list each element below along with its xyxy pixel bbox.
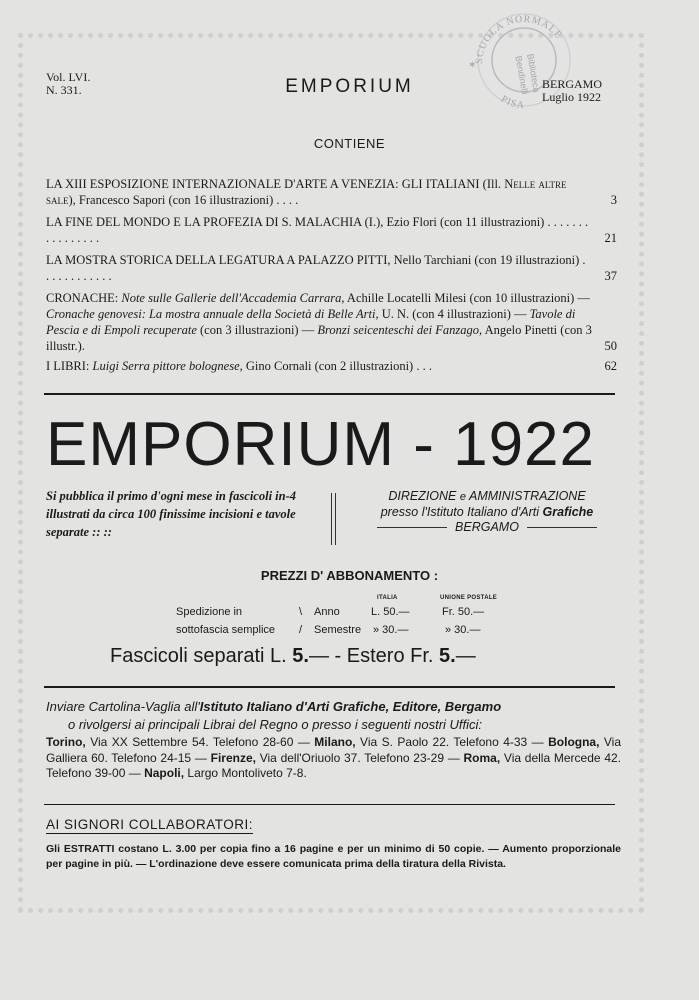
direction-text: Grafiche — [542, 505, 594, 519]
vertical-divider — [331, 493, 332, 545]
toc-entry-text: U. N. (con 4 illustrazioni) — — [378, 307, 530, 321]
price-estero: Fr. 50.— — [442, 606, 485, 618]
office-city: Bologna, — [548, 735, 600, 749]
price-period: Semestre — [314, 624, 362, 636]
price-italia: » 30.— — [373, 624, 409, 636]
divider — [44, 393, 615, 395]
toc-entry-italic: Note sulle Gallerie dell'Accademia Carrara, — [121, 291, 345, 305]
toc-page: 62 — [604, 359, 617, 373]
office-city: Milano, — [314, 735, 356, 749]
direction-text: presso l'Istituto Italiano d'Arti — [380, 505, 543, 519]
ornament-line — [527, 527, 597, 528]
direction-text: DIREZIONE — [388, 489, 460, 503]
office-city: Firenze, — [210, 750, 256, 765]
toc-entry-text: LA XIII ESPOSIZIONE INTERNAZIONALE D'ARTE A VENEZIA: GLI ITALIANI (Ill. — [46, 177, 505, 191]
col-header-unione: UNIONE POSTALE — [440, 595, 498, 601]
toc-entry-text: (con 3 illustrazioni) — — [196, 323, 318, 337]
toc-entry-italic: Luigi Serra pittore bolognese, — [92, 359, 243, 373]
instruction-text: o rivolgersi ai principali Librai del Regno o presso i seguenti nostri Uffici: — [68, 717, 483, 732]
order-instructions — [46, 698, 621, 734]
date: Luglio 1922 — [542, 90, 601, 104]
svg-text:Biblioteca: Biblioteca — [525, 52, 542, 94]
prices-heading: PREZZI D' ABBONAMENTO : — [260, 568, 439, 583]
office-address: Via XX Settembre 54. Telefono 28-60 — — [85, 735, 315, 749]
offprints-note: Gli ESTRATTI costano L. 3.00 per copia fino a 16 pagine e per un minimo di 50 copie. — Aumento proporzionale per pagine in più. — L'ordinazione deve essere comunicata prima della tiratura della Rivista. — [46, 843, 621, 870]
big-title: EMPORIUM - 1922 — [46, 410, 596, 479]
issue-number: N. 331. — [46, 83, 82, 97]
volume: Vol. LVI. — [46, 70, 91, 84]
price-label: sottofascia semplice — [176, 624, 276, 636]
toc-entry — [46, 214, 617, 246]
price-text: — — [455, 645, 476, 667]
price-text: — - Estero Fr. — [308, 645, 440, 667]
svg-text:SCUOLA NORMALE: SCUOLA NORMALE — [473, 13, 565, 65]
price-label: Spedizione in — [176, 606, 243, 618]
office-address: Via S. Paolo 22. Telefono 4-33 — — [355, 735, 549, 749]
col-header-italia: ITALIA — [377, 595, 398, 601]
toc-entry-italic: Bronzi seicenteschi dei Fanzago, — [317, 323, 483, 337]
divider — [44, 804, 615, 805]
price-text: Fascicoli separati L. — [110, 645, 293, 667]
direction-block — [354, 489, 620, 535]
toc-entry-text: ), Francesco Sapori (con 16 illustrazioni) . . . . — [68, 193, 299, 207]
masthead-title: EMPORIUM — [285, 76, 414, 97]
office-city: Roma, — [463, 750, 501, 765]
contributors-heading: AI SIGNORI COLLABORATORI: — [46, 817, 254, 832]
toc-page: 3 — [610, 193, 617, 207]
toc-entry-text: CRONACHE: — [46, 291, 122, 305]
price-value: 5. — [439, 645, 456, 667]
brace: / — [299, 624, 303, 636]
publisher-name: Istituto Italiano d'Arti Grafiche, Editore, Bergamo — [199, 699, 502, 714]
price-estero: » 30.— — [445, 624, 481, 636]
svg-text:Bendinelli: Bendinelli — [513, 55, 530, 96]
city: BERGAMO — [542, 77, 603, 91]
toc-entry-italic: Cronache genovesi: La mostra annuale della Società di Belle Arti, — [46, 307, 379, 321]
instruction-text: Inviare Cartolina-Vaglia all' — [46, 699, 200, 714]
toc-entry-cronache — [46, 290, 617, 354]
office-address: Via Galliera 60. Telefono 24-15 — — [46, 735, 621, 765]
toc-page: 37 — [604, 269, 617, 283]
direction-city: BERGAMO — [455, 520, 519, 534]
offices-list — [46, 735, 621, 782]
toc-entry-text: LA FINE DEL MONDO E LA PROFEZIA DI S. MALACHIA (I.), Ezio Flori (con 11 illustrazioni) . . . . . . . . . . . . . . . . — [46, 215, 589, 245]
direction-text: AMMINISTRAZIONE — [465, 489, 586, 503]
price-italia: L. 50.— — [371, 606, 410, 618]
toc-entry-italic: Tavole di Pescia e di Empoli recuperate — [46, 307, 576, 337]
place-date — [542, 78, 602, 104]
toc-entry-text: Achille Locatelli Milesi (con 10 illustrazioni) — — [344, 291, 590, 305]
contents-heading: CONTIENE — [313, 136, 386, 151]
office-address: Largo Montoliveto 7-8. — [184, 766, 307, 780]
price-value: 5. — [292, 645, 309, 667]
toc-page: 50 — [604, 339, 617, 353]
brace: \ — [299, 606, 303, 618]
toc-entry-text: Gino Cornali (con 2 illustrazioni) . . . — [242, 359, 432, 373]
ornament-line — [377, 527, 447, 528]
svg-text:✶: ✶ — [468, 60, 477, 71]
price-period: Anno — [314, 606, 340, 618]
vertical-divider — [335, 493, 336, 545]
toc-page: 21 — [604, 231, 617, 245]
toc-entry-text: Angelo Pinetti (con 3 illustr.). — [46, 323, 592, 353]
office-address: Via dell'Oriuolo 37. Telefono 23-29 — — [255, 750, 464, 765]
toc-entry — [46, 176, 617, 208]
toc-entry-text: LA MOSTRA STORICA DELLA LEGATURA A PALAZZO PITTI, Nello Tarchiani (con 19 illustrazioni) . . . . . . . . . . . . — [46, 253, 586, 283]
svg-text:PISA: PISA — [498, 93, 526, 110]
divider — [44, 686, 615, 688]
publication-note: Si pubblica il primo d'ogni mese in fascicoli in-4 illustrati da circa 100 finissime incisioni e tavole separate :: :: — [46, 489, 297, 539]
single-issue-price — [110, 643, 610, 669]
toc-entry — [46, 252, 617, 284]
office-address: Via della Mercede 42. Telefono 39-00 — — [46, 750, 621, 780]
office-city: Napoli, — [144, 766, 185, 780]
office-city: Torino, — [46, 735, 86, 749]
toc-entry-text: I LIBRI: — [46, 359, 93, 373]
toc-entry-smallcaps: Nelle altre sale — [46, 177, 567, 207]
toc-entry-libri — [46, 358, 617, 374]
direction-text: e — [459, 491, 466, 503]
